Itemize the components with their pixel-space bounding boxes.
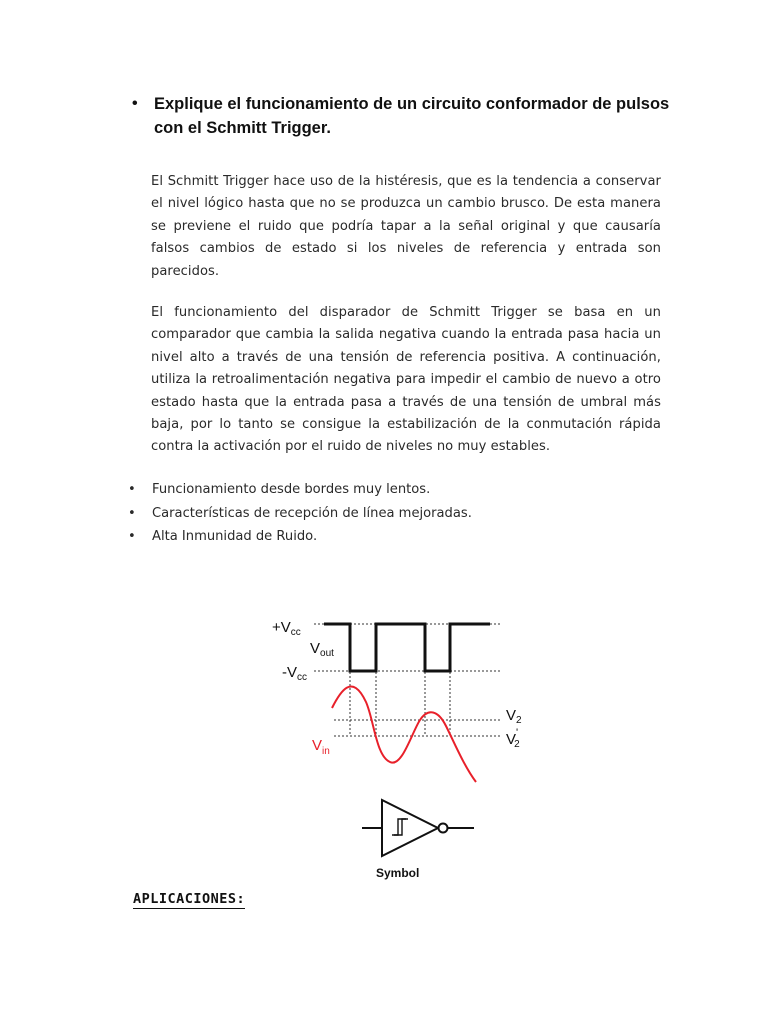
list-item: • Alta Inmunidad de Ruido. bbox=[128, 529, 318, 544]
label-vcc-plus: $+V_{cc}$ bbox=[272, 619, 301, 638]
list-item-text: Funcionamiento desde bordes muy lentos. bbox=[152, 482, 431, 497]
schmitt-trigger-diagram bbox=[270, 606, 520, 886]
features-list bbox=[128, 478, 472, 549]
label-vout: $V_{out}$ bbox=[310, 640, 334, 659]
vout-square-wave bbox=[324, 624, 490, 671]
list-item-text: Alta Inmunidad de Ruido. bbox=[152, 529, 318, 544]
label-vin: $V_{in}$ bbox=[312, 737, 330, 757]
heading-text: Explique el funcionamiento de un circuito conformador de pulsos con el Schmitt Trigger. bbox=[154, 95, 670, 137]
heading-bullet: • bbox=[132, 95, 138, 112]
label-v2-prime: V' 2 bbox=[506, 727, 520, 750]
label-v2: $V_2$ bbox=[506, 707, 522, 726]
symbol-caption: Symbol bbox=[376, 866, 420, 880]
vin-input-curve bbox=[332, 686, 476, 782]
waveform-diagram-svg bbox=[270, 606, 520, 886]
question-heading bbox=[132, 92, 672, 140]
applications-heading: APLICACIONES: bbox=[133, 891, 246, 907]
list-item-text: Características de recepción de línea mejoradas. bbox=[152, 505, 472, 521]
list-item: • Características de recepción de línea mejoradas. bbox=[128, 505, 472, 521]
schmitt-trigger-symbol bbox=[362, 800, 474, 856]
paragraph-operation: El funcionamiento del disparador de Schmitt Trigger se basa en un comparador que cambia la salida negativa cuando la entrada pasa hacia un nivel alto a través de una tensión de referencia positiva. A continuación, utiliza la retroalimentación negativa para impedir el cambio de nuevo a otro estado hasta que la entrada pasa a través de una tensión de umbral más baja, por lo tanto se consigue la estabilización de la conmutación rápida contra la activación por el ruido de niveles no muy estables. bbox=[151, 305, 661, 455]
label-vcc-minus: $-V_{cc}$ bbox=[282, 664, 307, 683]
list-item: • Funcionamiento desde bordes muy lentos. bbox=[128, 482, 431, 497]
paragraph-hysteresis: El Schmitt Trigger hace uso de la histéresis, que es la tendencia a conservar el nivel lógico hasta que no se produzca un cambio brusco. De esta manera se previene el ruido que podría tapar a la señal original y que causaría falsos cambios de estado si los niveles de referencia y entrada son parecidos. bbox=[151, 174, 661, 279]
